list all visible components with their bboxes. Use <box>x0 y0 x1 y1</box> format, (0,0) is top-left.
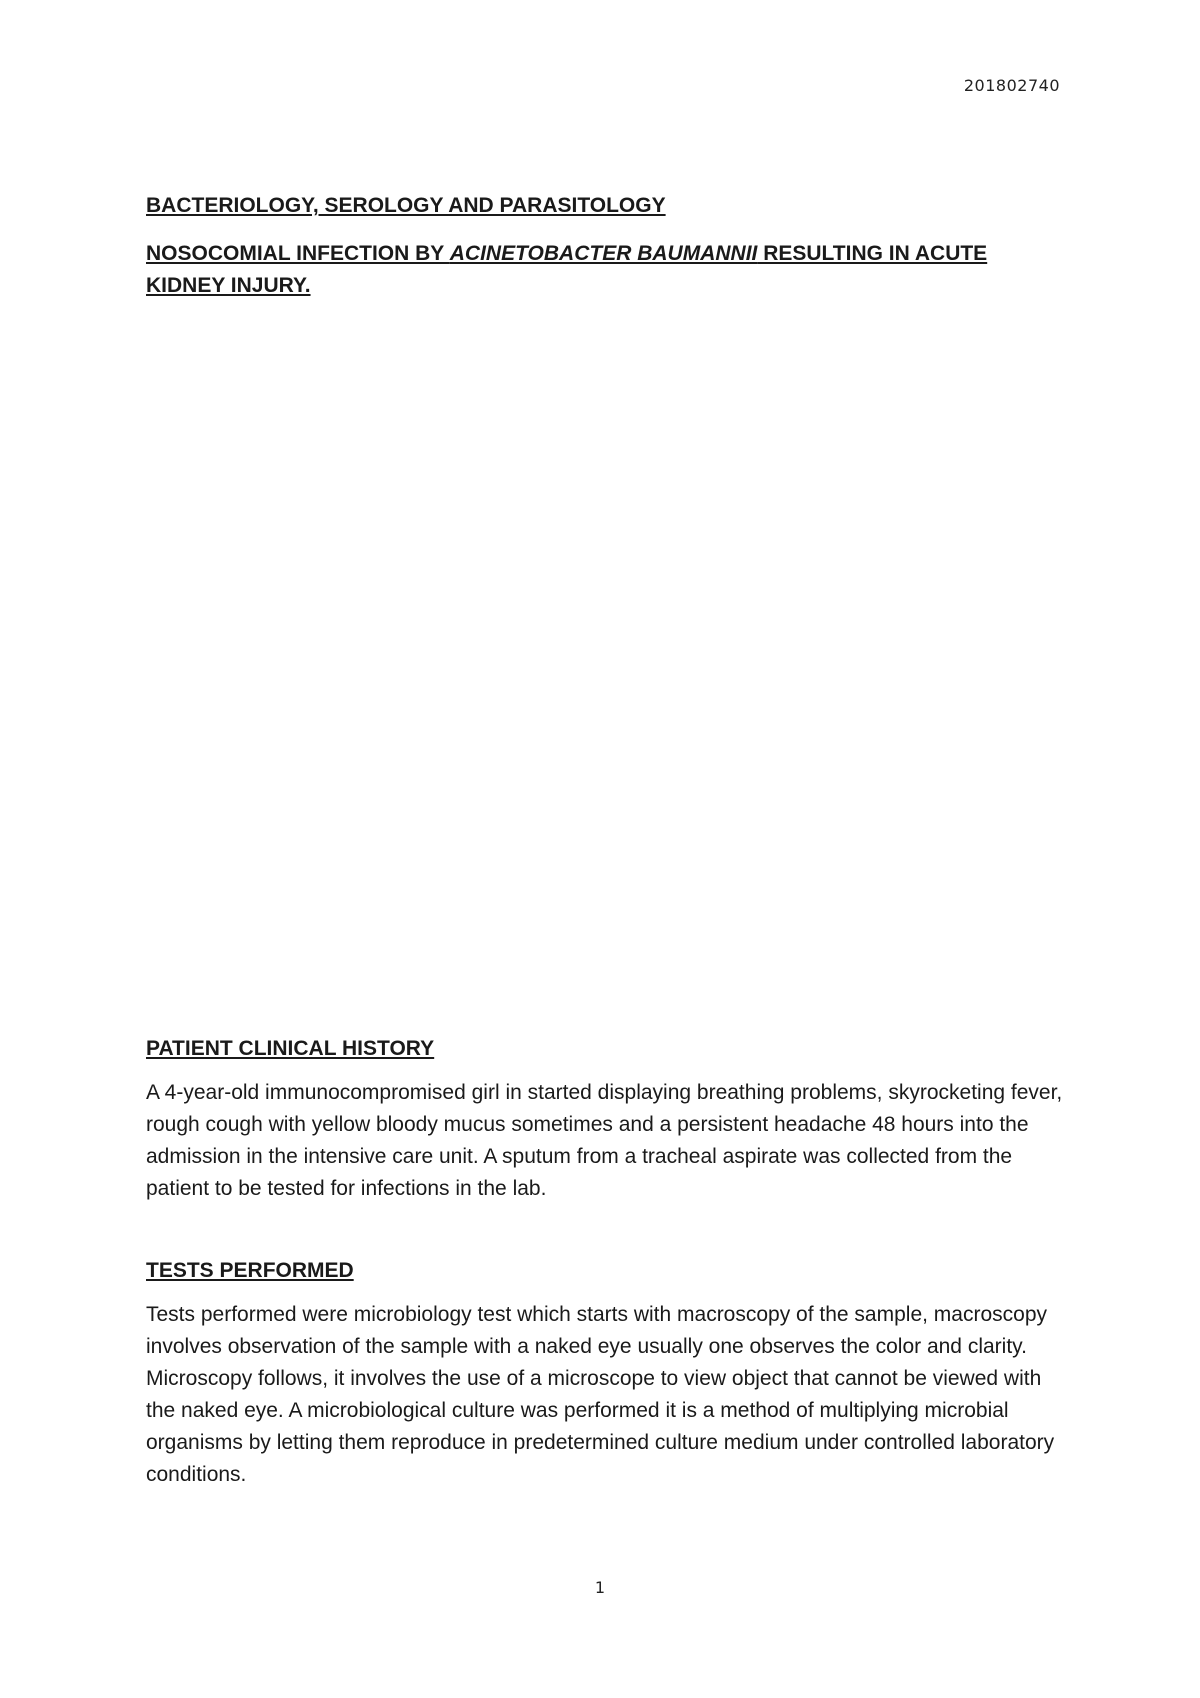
clinical-history-section <box>146 1033 1066 1205</box>
page-number: 1 <box>594 1578 606 1597</box>
topic-title <box>146 238 1066 302</box>
tests-performed-body: Tests performed were microbiology test which starts with macroscopy of the sample, macroscopy involves observation of the sample with a naked eye usually one observes the color and clarity. Microscopy follows, it involves the use of a microscope to view object that cannot be viewed with the naked eye. A microbiological culture was performed it is a method of multiplying microbial organisms by letting them reproduce in predetermined culture medium under controlled laboratory conditions. <box>146 1303 1055 1486</box>
topic-title-organism: ACINETOBACTER BAUMANNII <box>449 242 758 265</box>
student-id: 201802740 <box>963 76 1060 95</box>
topic-title-part2: RESULTING IN ACUTE KIDNEY INJURY. <box>146 242 988 297</box>
clinical-history-heading: PATIENT CLINICAL HISTORY <box>146 1037 435 1060</box>
tests-performed-heading: TESTS PERFORMED <box>146 1259 354 1282</box>
course-title: BACTERIOLOGY, SEROLOGY AND PARASITOLOGY <box>146 194 666 217</box>
topic-title-part1: NOSOCOMIAL INFECTION BY <box>146 242 450 265</box>
clinical-history-body: A 4-year-old immunocompromised girl in started displaying breathing problems, skyrocketing fever, rough cough with yellow bloody mucus sometimes and a persistent headache 48 hours into the admission in the intensive care unit. A sputum from a tracheal aspirate was collected from the patient to be tested for infections in the lab. <box>146 1081 1063 1200</box>
tests-performed-section <box>146 1255 1066 1491</box>
